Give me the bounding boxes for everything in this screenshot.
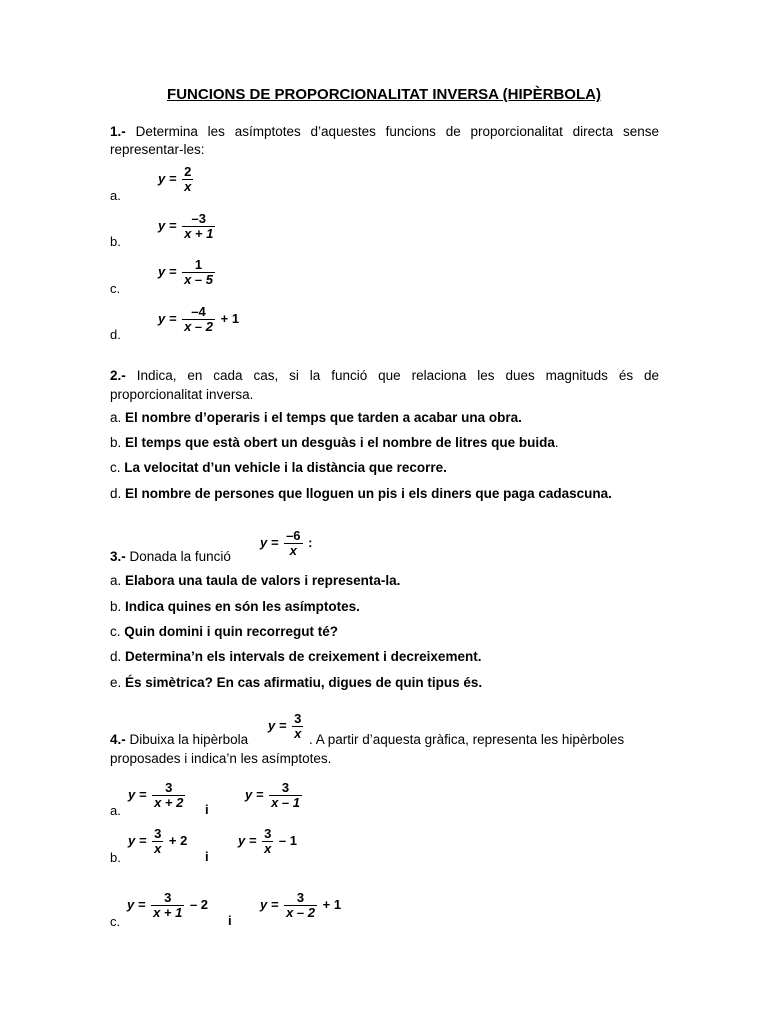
ex2-item-a: a. El nombre d’operaris i el temps que tarden a acabar una obra. bbox=[110, 410, 522, 425]
ex4-row-a-conj: i bbox=[205, 802, 209, 817]
ex4-row-b-left: y = $\frac{3}{x}$ + 2 bbox=[128, 826, 188, 856]
ex1-item-d-formula: y = $\frac{-4}{x - 2}$ + 1 bbox=[158, 304, 240, 334]
ex3-statement: 3.- Donada la funció bbox=[110, 549, 231, 564]
ex4-row-a-left: y = $\frac{3}{x + 2}$ bbox=[128, 780, 184, 810]
ex4-row-c-right: y = $\frac{3}{x - 2}$ + 1 bbox=[260, 890, 342, 920]
ex2-item-d: d. El nombre de persones que lloguen un pis i els diners que paga cadascuna. bbox=[110, 486, 612, 501]
ex4-base-formula: y = $\frac{3}{x}$ bbox=[268, 711, 302, 741]
ex1-item-c-formula: y = $\frac{1}{x - 5}$ bbox=[158, 257, 213, 287]
ex3-item-a: a. Elabora una taula de valors i representa-la. bbox=[110, 573, 401, 588]
ex1-statement bbox=[110, 122, 659, 141]
ex3-item-e: e. És simètrica? En cas afirmatiu, digues de quin tipus és. bbox=[110, 675, 483, 690]
ex1-item-a-label: a. bbox=[110, 188, 121, 203]
ex2-item-c: c. La velocitat d’un vehicle i la distància que recorre. bbox=[110, 460, 447, 475]
ex2-statement bbox=[110, 366, 659, 385]
ex4-row-a-right: y = $\frac{3}{x - 1}$ bbox=[245, 780, 300, 810]
ex1-item-b-label: b. bbox=[110, 234, 121, 249]
ex4-intro: 4.- Dibuixa la hipèrbola bbox=[110, 732, 249, 747]
ex1-item-d-label: d. bbox=[110, 327, 121, 342]
ex3-formula: y = $\frac{-6}{x}$ : bbox=[260, 528, 313, 558]
ex4-row-c-conj: i bbox=[228, 913, 232, 928]
ex1-line1: Determina les asímptotes d’aquestes funcions de proporcionalitat directa sense bbox=[135, 124, 659, 139]
ex1-item-c-label: c. bbox=[110, 281, 121, 296]
ex4-row-b-right: y = $\frac{3}{x}$ – 1 bbox=[238, 826, 297, 856]
ex4-row-b-conj: i bbox=[205, 849, 209, 864]
ex1-number: 1.- bbox=[110, 124, 126, 139]
ex3-item-d: d. Determina’n els intervals de creixement i decreixement. bbox=[110, 649, 482, 664]
ex2-line2: proporcionalitat inversa. bbox=[110, 387, 254, 402]
ex4-row-a-label: a. bbox=[110, 803, 121, 818]
ex1-item-b-formula: y = $\frac{-3}{x + 1}$ bbox=[158, 211, 214, 241]
ex4-row-c-left: y = $\frac{3}{x + 1}$ – 2 bbox=[127, 890, 209, 920]
ex3-item-b: b. Indica quines en són les asímptotes. bbox=[110, 599, 360, 614]
ex2-number: 2.- bbox=[110, 368, 126, 383]
ex4-row-c-label: c. bbox=[110, 914, 121, 929]
ex2-line1: Indica, en cada cas, si la funció que relaciona les dues magnituds és de bbox=[136, 368, 659, 383]
ex4-row-b-label: b. bbox=[110, 850, 121, 865]
ex3-item-c: c. Quin domini i quin recorregut té? bbox=[110, 624, 339, 639]
ex4-intro-after: . A partir d’aquesta gràfica, representa les hipèrboles bbox=[309, 732, 625, 747]
ex4-line2: proposades i indica’n les asímptotes. bbox=[110, 751, 332, 766]
ex2-item-b: b. El temps que està obert un desguàs i el nombre de litres que buida. bbox=[110, 435, 559, 450]
ex1-item-a-formula: y = $\frac{2}{x}$ bbox=[158, 164, 192, 194]
ex1-line2: representar-les: bbox=[110, 142, 205, 157]
page-title: FUNCIONS DE PROPORCIONALITAT INVERSA (HIPÈRBOLA) bbox=[167, 86, 601, 103]
